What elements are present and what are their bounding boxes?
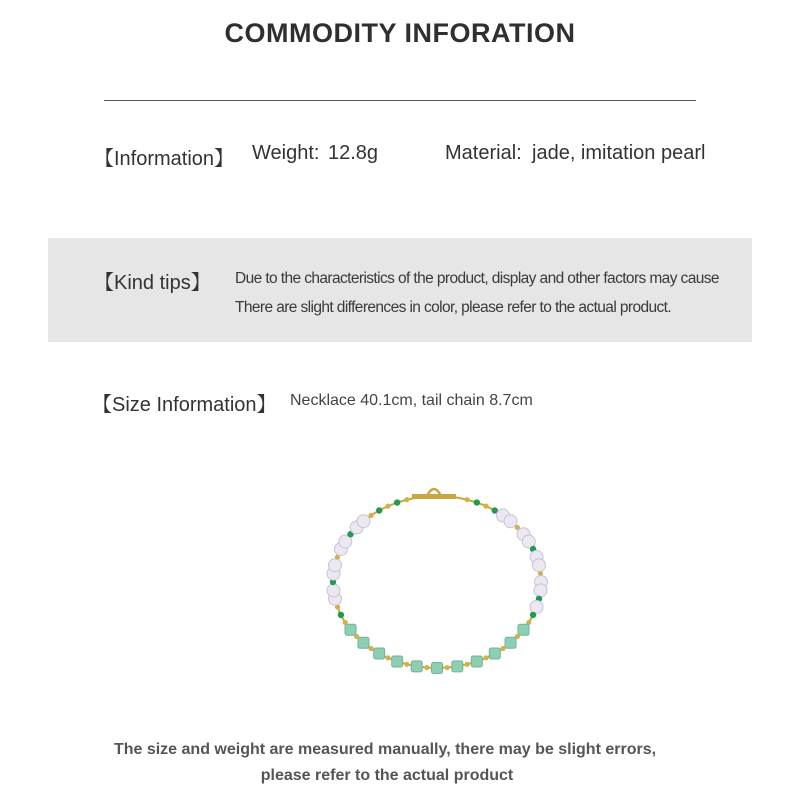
gold-bead: [343, 620, 348, 625]
kind-tips-line-2: There are slight differences in color, please refer to the actual product.: [235, 299, 672, 316]
pearl-bead: [504, 515, 517, 528]
kind-tips-box: [48, 238, 752, 342]
necklace-tail-chain: [412, 494, 456, 499]
weight-key: Weight:: [252, 142, 320, 164]
material-key: Material:: [445, 142, 522, 164]
gold-bead: [483, 655, 488, 660]
pearl-bead: [328, 559, 341, 572]
gold-bead: [445, 665, 450, 670]
gold-bead: [385, 504, 390, 509]
pearl-bead: [534, 584, 547, 597]
gold-bead: [483, 504, 488, 509]
jade-bead: [432, 663, 443, 674]
footer-note-line-1: The size and weight are measured manually, there may be slight errors,: [113, 741, 657, 758]
green-bead: [394, 499, 400, 505]
jade-bead: [489, 648, 500, 659]
necklace-image: [300, 470, 560, 690]
pearl-bead: [327, 584, 340, 597]
gold-bead: [465, 662, 470, 667]
green-bead: [376, 507, 382, 513]
jade-bead: [358, 637, 369, 648]
gold-bead: [500, 646, 505, 651]
gold-bead: [385, 655, 390, 660]
jade-bead: [471, 656, 482, 667]
title-divider: [104, 100, 696, 101]
size-information-value: Necklace 40.1cm, tail chain 8.7cm: [290, 392, 533, 409]
information-row: [0, 142, 800, 170]
gold-bead: [465, 497, 470, 502]
green-bead: [338, 612, 344, 618]
pearl-bead: [357, 515, 370, 528]
weight-value: 12.8g: [328, 142, 379, 164]
jade-bead: [411, 661, 422, 672]
kind-tips-line-1: Due to the characteristics of the product, display and other factors may cause: [235, 270, 719, 287]
gold-bead: [404, 497, 409, 502]
green-bead: [474, 499, 480, 505]
gold-bead: [368, 513, 373, 518]
pearl-bead: [533, 559, 546, 572]
green-bead: [530, 612, 536, 618]
gold-bead: [404, 662, 409, 667]
information-label: 【Information】: [94, 148, 235, 170]
jade-bead: [505, 637, 516, 648]
kind-tips-label: 【Kind tips】: [94, 272, 211, 294]
jade-bead: [518, 624, 529, 635]
jade-bead: [374, 648, 385, 659]
gold-bead: [424, 665, 429, 670]
footer-note-line-2: please refer to the actual product: [260, 767, 514, 784]
page-title: COMMODITY INFORATION: [224, 18, 576, 48]
pearl-bead: [530, 600, 543, 613]
jade-bead: [392, 656, 403, 667]
material-value: jade, imitation pearl: [532, 142, 706, 164]
size-information-label: 【Size Information】: [92, 394, 277, 416]
jade-bead: [452, 661, 463, 672]
jade-bead: [345, 624, 356, 635]
